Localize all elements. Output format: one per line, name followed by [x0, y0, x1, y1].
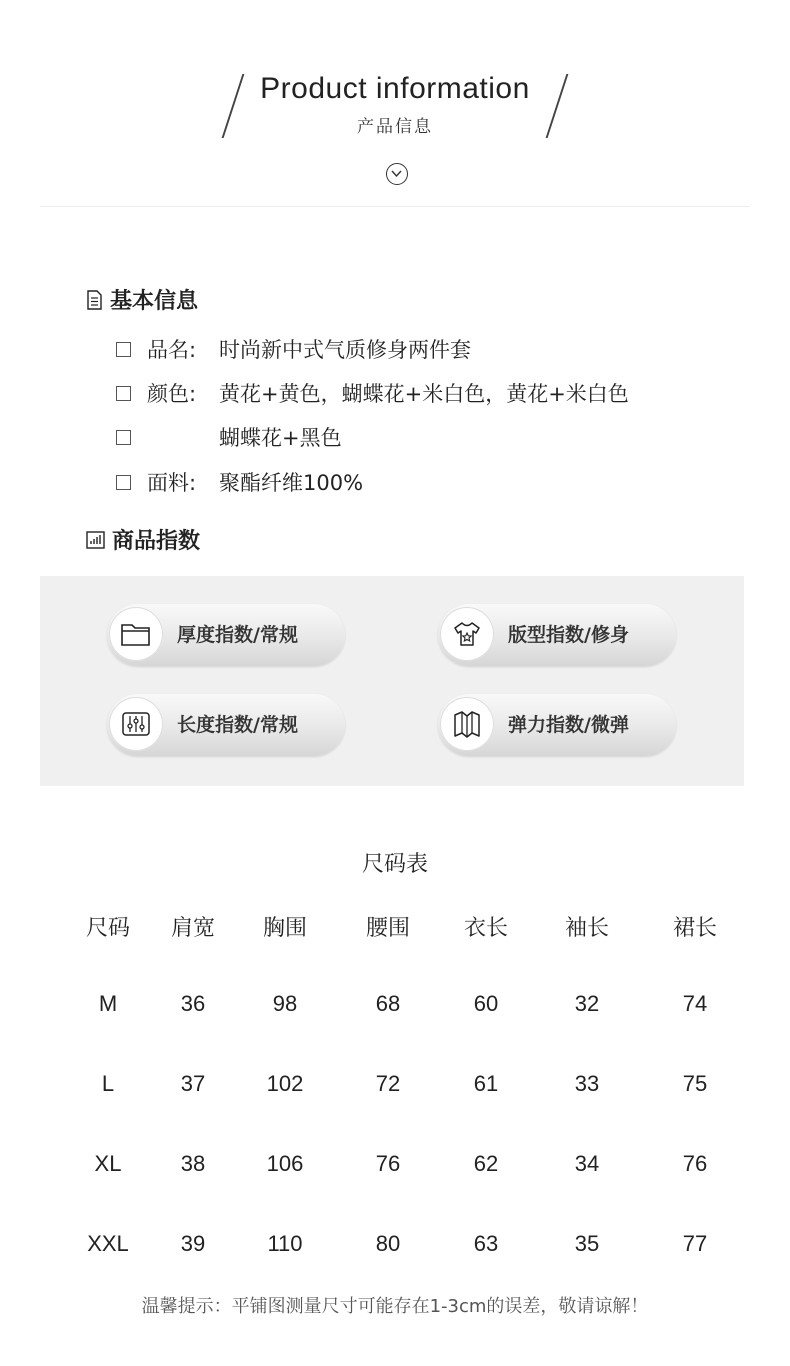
basic-info-title: 基本信息: [110, 289, 199, 314]
table-header: 袖长: [564, 916, 609, 941]
table-cell: 62: [473, 1151, 499, 1176]
table-cell: 106: [266, 1151, 304, 1176]
table-cell: 37: [180, 1071, 206, 1096]
info-label: 面料:: [147, 471, 197, 495]
info-value: 蝴蝶花+黑色: [219, 426, 342, 450]
table-cell: 61: [473, 1071, 499, 1096]
table-header: 裙长: [672, 916, 717, 941]
table-cell: 110: [267, 1231, 303, 1256]
index-item-thickness: [107, 604, 345, 666]
table-cell: XXL: [87, 1231, 129, 1256]
table-cell: 77: [682, 1231, 708, 1256]
table-header: 胸围: [262, 916, 307, 941]
checkbox-icon: [116, 386, 131, 401]
info-value: 黄花+黄色，蝴蝶花+米白色，黄花+米白色: [219, 382, 629, 406]
table-cell: 35: [574, 1231, 600, 1256]
index-item-length: [107, 694, 345, 756]
index-item-elasticity: [438, 694, 676, 756]
checkbox-icon: [116, 342, 131, 357]
document-icon: [86, 290, 103, 310]
table-cell: 32: [574, 991, 600, 1016]
info-row-name: [116, 334, 471, 364]
page-subtitle: 产品信息: [357, 117, 433, 137]
checkbox-icon: [116, 430, 131, 445]
table-cell: 102: [266, 1071, 304, 1096]
page-title: Product information: [260, 72, 530, 105]
product-index-title: 商品指数: [112, 529, 201, 554]
table-cell: 75: [682, 1071, 708, 1096]
table-cell: XL: [94, 1151, 122, 1176]
table-cell: 72: [375, 1071, 401, 1096]
table-cell: 33: [574, 1071, 600, 1096]
table-cell: 63: [473, 1231, 499, 1256]
index-label: 弹力指数/微弹: [508, 714, 629, 736]
index-label: 长度指数/常规: [177, 714, 298, 736]
folder-icon: [120, 621, 152, 647]
index-panel: [40, 576, 744, 786]
bar-chart-icon: [86, 531, 105, 549]
info-row-color: [116, 378, 629, 408]
table-cell: 39: [180, 1231, 206, 1256]
table-cell: 76: [375, 1151, 401, 1176]
basic-info-heading: [86, 284, 198, 315]
table-cell: 98: [272, 991, 298, 1016]
info-row-fabric: [116, 467, 363, 497]
info-row-color-cont: [116, 422, 342, 452]
product-index-heading: [86, 524, 200, 555]
measurement-note: 温馨提示：平铺图测量尺寸可能存在1-3cm的误差，敬请谅解！: [141, 1296, 649, 1317]
table-header: 肩宽: [170, 916, 215, 941]
tshirt-icon: [452, 620, 482, 648]
info-label: 颜色:: [147, 382, 197, 406]
index-label: 版型指数/修身: [508, 624, 629, 646]
table-cell: 76: [682, 1151, 708, 1176]
table-cell: L: [101, 1071, 115, 1096]
table-cell: 80: [375, 1231, 401, 1256]
header-divider: [40, 206, 750, 207]
sliders-icon: [121, 711, 151, 737]
info-value: 聚酯纤维100%: [219, 471, 364, 495]
table-cell: M: [98, 991, 118, 1016]
table-header: 腰围: [365, 916, 410, 941]
table-cell: 38: [180, 1151, 206, 1176]
index-item-fit: [438, 604, 676, 666]
map-fold-icon: [452, 709, 482, 739]
table-cell: 36: [180, 991, 206, 1016]
table-cell: 68: [375, 991, 401, 1016]
table-cell: 74: [682, 991, 708, 1016]
table-header: 尺码: [85, 916, 130, 941]
info-value: 时尚新中式气质修身两件套: [219, 338, 471, 362]
chevron-down-icon: [386, 163, 408, 185]
table-cell: 60: [473, 991, 499, 1016]
size-table-title: 尺码表: [361, 852, 428, 877]
table-cell: 34: [574, 1151, 600, 1176]
checkbox-icon: [116, 475, 131, 490]
index-label: 厚度指数/常规: [177, 624, 298, 646]
info-label: 品名:: [147, 338, 197, 362]
table-header: 衣长: [463, 916, 508, 941]
